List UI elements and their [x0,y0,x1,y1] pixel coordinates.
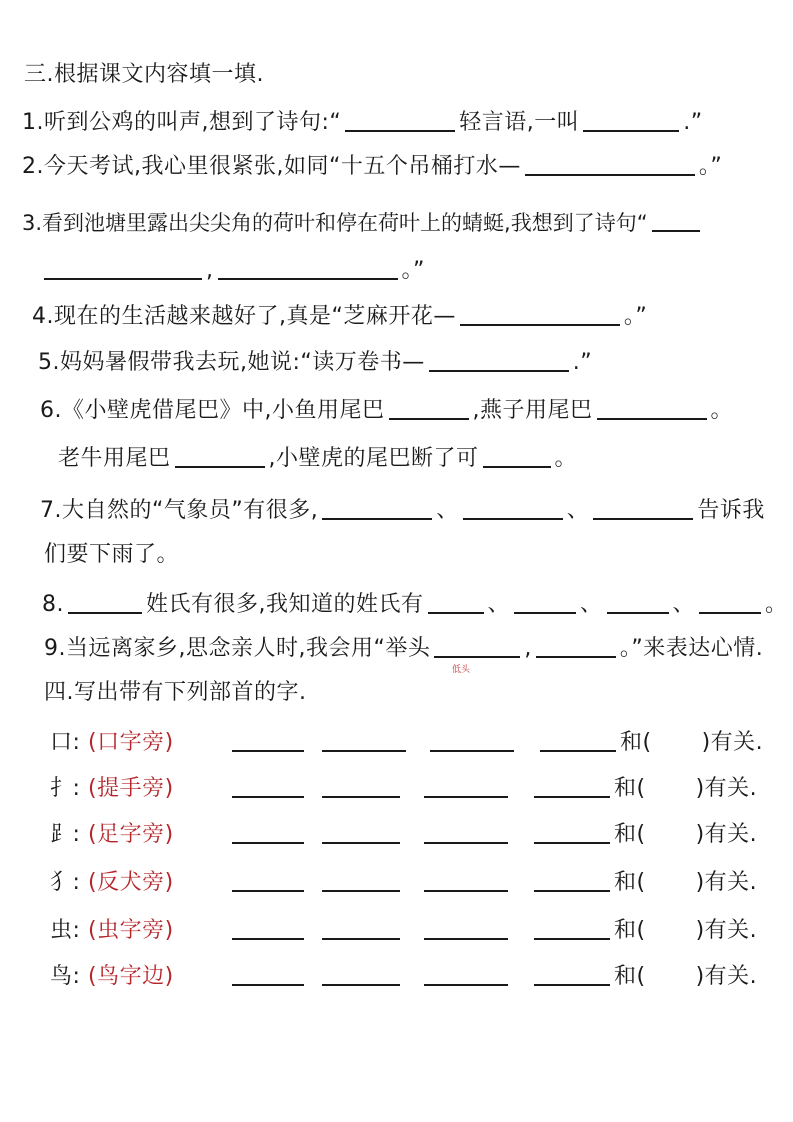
answer-blank[interactable] [322,916,400,940]
answer-blank[interactable] [534,916,610,940]
section4-heading: 四.写出带有下列部首的字. [44,680,307,705]
question-3-cont: , 。” [40,256,425,286]
answer-blank[interactable] [534,774,610,798]
answer-blank[interactable] [540,728,616,752]
radical-row: 虫: (虫字旁) 和( )有关. [50,918,758,943]
answer-blank[interactable] [322,728,406,752]
answer-blank[interactable] [583,108,679,132]
question-1: 1.听到公鸡的叫声,想到了诗句:“ 轻言语,一叫 .” [22,110,703,135]
question-2: 2.今天考试,我心里很紧张,如同“十五个吊桶打水— 。” [22,154,723,179]
answer-blank[interactable] [607,590,669,614]
answer-blank[interactable] [232,916,304,940]
radical-row: 鸟: (鸟字边) 和( )有关. [50,964,758,989]
section3-heading: 三.根据课文内容填一填. [24,62,264,87]
answer-blank[interactable] [322,962,400,986]
answer-blank[interactable] [652,208,700,232]
answer-blank[interactable] [428,590,484,614]
answer-blank[interactable] [44,256,202,280]
answer-blank[interactable] [429,348,569,372]
handwritten-annotation: 低头 [452,665,471,675]
radical-row: ⻊: (足字旁) 和( )有关. [50,822,758,847]
answer-blank[interactable] [460,302,620,326]
answer-blank[interactable] [534,868,610,892]
question-3: 3.看到池塘里露出尖尖角的荷叶和停在荷叶上的蜻蜓,我想到了诗句“ [22,208,704,238]
answer-blank[interactable] [322,868,400,892]
answer-blank[interactable] [232,774,304,798]
answer-blank[interactable] [232,868,304,892]
answer-blank[interactable] [218,256,398,280]
answer-blank[interactable] [514,590,576,614]
answer-blank[interactable] [424,916,508,940]
answer-blank[interactable] [424,962,508,986]
answer-blank[interactable] [483,444,551,468]
question-9: 9.当远离家乡,思念亲人时,我会用“举头 , 。”来表达心情. [44,636,764,661]
answer-blank[interactable] [597,396,707,420]
answer-blank[interactable] [430,728,514,752]
answer-blank[interactable] [322,820,400,844]
radical-row: 扌: (提手旁) 和( )有关. [50,776,758,801]
question-8: 8. 姓氏有很多,我知道的姓氏有 、 、 、 。 [42,592,788,617]
question-6-cont: 老牛用尾巴 ,小壁虎的尾巴断了可 。 [58,446,578,471]
answer-blank[interactable] [534,962,610,986]
answer-blank[interactable] [322,774,400,798]
answer-blank[interactable] [345,108,455,132]
answer-blank[interactable] [424,820,508,844]
answer-blank[interactable] [536,634,616,658]
answer-blank[interactable] [699,590,761,614]
answer-blank[interactable] [525,152,695,176]
answer-blank[interactable] [68,590,142,614]
answer-blank[interactable] [434,634,520,658]
answer-blank[interactable] [232,728,304,752]
answer-blank[interactable] [593,496,693,520]
answer-blank[interactable] [232,820,304,844]
question-5: 5.妈妈暑假带我去玩,她说:“读万卷书— .” [38,350,593,375]
answer-blank[interactable] [232,962,304,986]
answer-blank[interactable] [424,868,508,892]
answer-blank[interactable] [175,444,265,468]
radical-row: 犭: (反犬旁) 和( )有关. [50,870,758,895]
answer-blank[interactable] [463,496,563,520]
answer-blank[interactable] [424,774,508,798]
question-7-cont: 们要下雨了。 [44,542,180,567]
question-7: 7.大自然的“气象员”有很多, 、 、 告诉我 [40,498,765,523]
question-6: 6.《小壁虎借尾巴》中,小鱼用尾巴 ,燕子用尾巴 。 [40,398,734,423]
question-4: 4.现在的生活越来越好了,真是“芝麻开花— 。” [32,304,648,329]
radical-row: 口: (口字旁) 和( )有关. [50,730,764,755]
answer-blank[interactable] [389,396,469,420]
answer-blank[interactable] [534,820,610,844]
answer-blank[interactable] [322,496,432,520]
